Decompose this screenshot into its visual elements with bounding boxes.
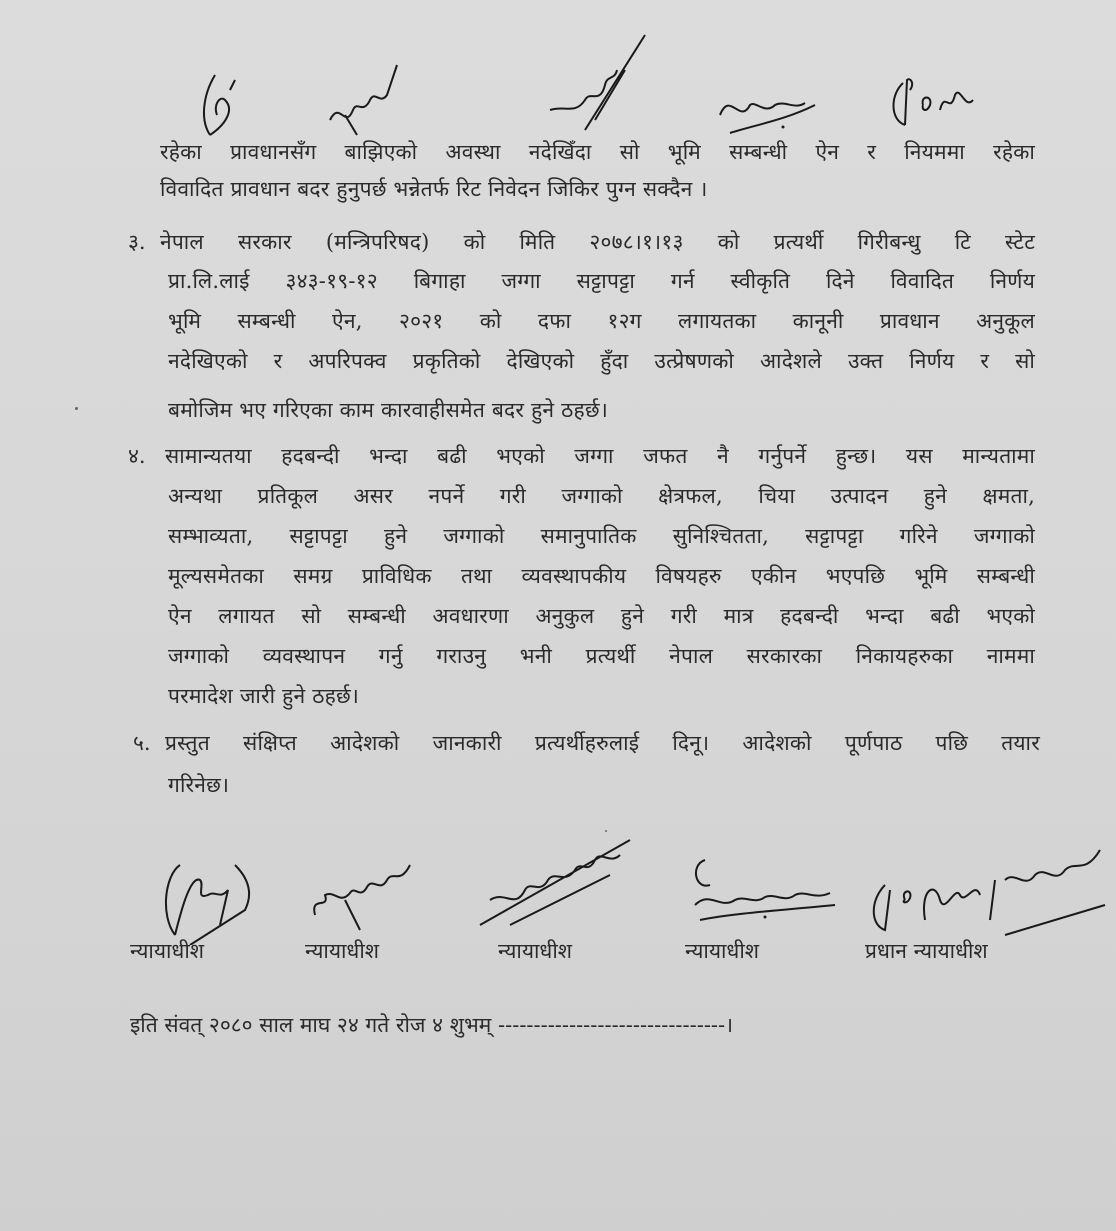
point-4-line-4: मूल्यसमेतका समग्र प्राविधिक तथा व्यवस्थापकीय विषयहरु एकीन भएपछि भूमि सम्बन्धी [168,564,1035,588]
signatory-title-2: न्यायाधीश [305,939,380,963]
signatory-title-4: न्यायाधीश [685,939,760,963]
point-4-line-5: ऐन लगायत सो सम्बन्धी अवधारणा अनुकुल हुने गरी मात्र हदबन्दी भन्दा बढी भएको [168,604,1035,628]
signature-block-2 [305,855,445,965]
signature-block-1 [130,855,270,965]
signature-block-3 [470,835,640,965]
signature-1 [150,855,260,945]
point-3-line-4: नदेखिएको र अपरिपक्व प्रकृतिको देखिएको हुँदा उत्प्रेषणको आदेशले उक्त निर्णय र सो [168,349,1035,373]
signatory-title-1: न्यायाधीश [130,939,205,963]
point-5-line-2: गरिनेछ। [168,773,230,797]
point-4-line-3: सम्भाव्यता, सट्टापट्टा हुने जग्गाको समानुपातिक सुनिश्चितता, सट्टापट्टा गरिने जग्गाको [168,524,1035,548]
point-5-line-1: प्रस्तुत संक्षिप्त आदेशको जानकारी प्रत्यर्थीहरुलाई दिनू। आदेशको पूर्णपाठ पछि तयार [165,731,1040,755]
point-4-line-7: परमादेश जारी हुने ठहर्छ। [168,684,360,708]
point-3-line-1: नेपाल सरकार (मन्त्रिपरिषद) को मिति २०७८।१।१३ को प्रत्यर्थी गिरीबन्धु टि स्टेट [160,230,1035,254]
closing-date-line: इति संवत् २०८० साल माघ २४ गते रोज ४ शुभम् --------------------------------। [130,1013,734,1037]
point-4-number: ४. [128,444,146,468]
top-initials-row [150,30,1010,140]
initial-signature-2 [325,60,405,140]
point-3-line-3: भूमि सम्बन्धी ऐन, २०२१ को दफा १२ग लगायतका कानूनी प्रावधान अनुकूल [168,309,1035,333]
point-3-number: ३. [128,230,146,254]
signatory-title-3: न्यायाधीश [498,939,573,963]
point-3-line-5: बमोजिम भए गरिएका काम कारवाहीसमेत बदर हुने ठहर्छ। [168,398,608,422]
initial-signature-3 [545,30,655,140]
point-4-line-2: अन्यथा प्रतिकूल असर नपर्ने गरी जग्गाको क्षेत्रफल, चिया उत्पादन हुने क्षमता, [168,484,1035,508]
signature-block-4 [685,855,845,965]
point-3-line-2: प्रा.लि.लाई ३४३-१९-१२ बिगाहा जग्गा सट्टापट्टा गर्न स्वीकृति दिने विवादित निर्णय [168,269,1035,293]
initial-signature-5 [885,75,985,135]
point-5-number: ५. [133,731,151,755]
scan-speck [75,407,78,410]
initial-signature-1 [195,70,245,140]
initial-signature-4 [715,85,825,140]
point-4-line-1: सामान्यतया हदबन्दी भन्दा बढी भएको जग्गा जफत नै गर्नुपर्ने हुन्छ। यस मान्यतामा [165,444,1035,468]
signature-block-5 [865,840,1115,965]
continuation-line-2: विवादित प्रावधान बदर हुनुपर्छ भन्नेतर्फ रिट निवेदन जिकिर पुग्न सक्दैन । [160,177,708,201]
signatory-title-5: प्रधान न्यायाधीश [865,939,988,963]
continuation-line-1: रहेका प्रावधानसँग बाझिएको अवस्था नदेखिँदा सो भूमि सम्बन्धी ऐन र नियममा रहेका [160,140,1035,164]
point-4-line-6: जग्गाको व्यवस्थापन गर्नु गराउनु भनी प्रत्यर्थी नेपाल सरकारका निकायहरुका नाममा [168,644,1035,668]
scan-speck [605,830,607,832]
